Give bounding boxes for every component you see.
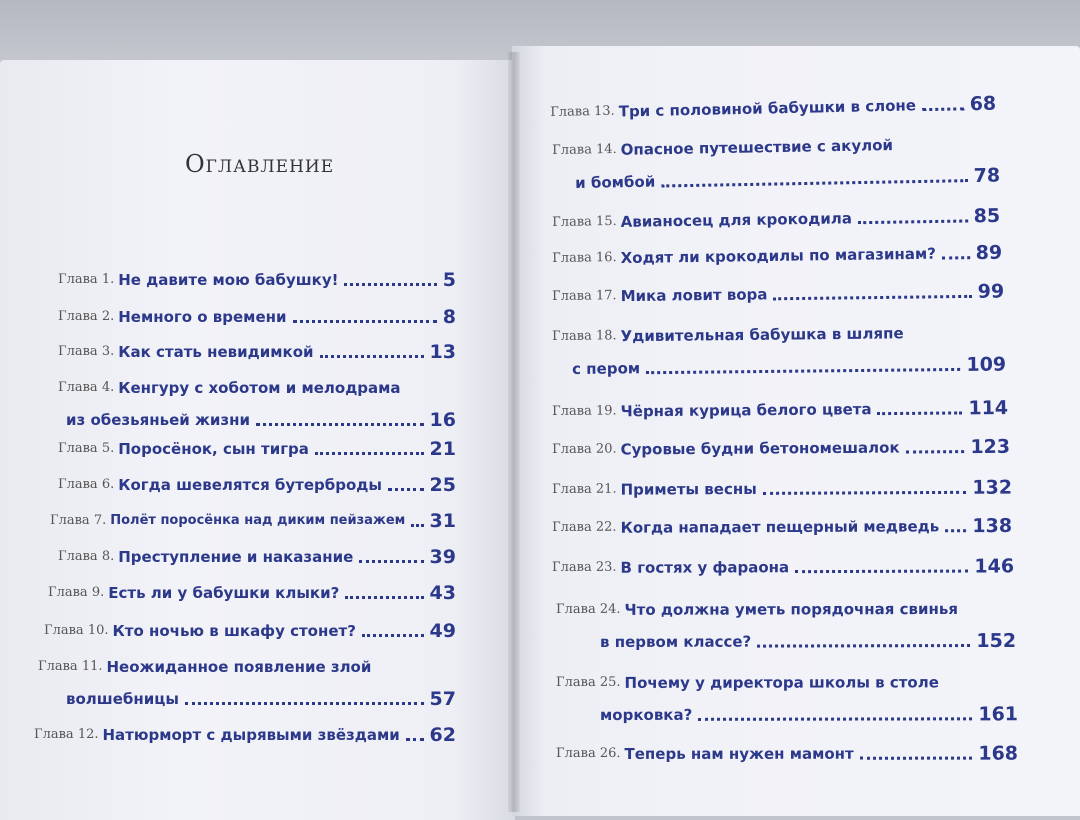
dot-leader: [359, 560, 423, 563]
page-number: 39: [429, 546, 456, 568]
toc-heading: Оглавление: [185, 150, 335, 178]
page-number: 146: [974, 555, 1015, 578]
chapter-label: Глава 13.: [550, 103, 615, 120]
dot-leader: [942, 256, 970, 259]
chapter-label: Глава 17.: [552, 288, 617, 304]
toc-entry-first-line: [552, 133, 893, 163]
page-number: 161: [978, 703, 1019, 726]
toc-entry[interactable]: [66, 408, 456, 432]
toc-entry[interactable]: [58, 305, 456, 329]
page-number: 152: [976, 629, 1017, 653]
chapter-title: Теперь нам нужен мамонт: [624, 744, 854, 763]
chapter-title-continued: и бомбой: [575, 172, 656, 192]
toc-entry[interactable]: [552, 554, 1014, 580]
dot-leader: [795, 570, 968, 574]
chapter-title: Удивительная бабушка в шляпе: [620, 324, 904, 346]
dot-leader: [661, 179, 967, 187]
chapter-title: Немного о времени: [118, 308, 287, 326]
chapter-title: Преступление и наказание: [118, 548, 354, 566]
chapter-title-continued: в первом классе?: [600, 632, 752, 651]
page-number: 25: [429, 474, 456, 496]
chapter-label: Глава 4.: [58, 380, 115, 395]
chapter-title: Поросёнок, сын тигра: [118, 440, 309, 458]
chapter-title: Кенгуру с хоботом и мелодрама: [118, 379, 401, 397]
page-number: 132: [972, 476, 1013, 499]
chapter-label: Глава 12.: [34, 727, 99, 742]
page-number: 138: [972, 514, 1013, 538]
toc-entry[interactable]: [550, 92, 996, 125]
toc-entry[interactable]: [556, 742, 1018, 766]
chapter-title: Опасное путешествие с акулой: [620, 136, 894, 159]
chapter-label: Глава 18.: [552, 328, 617, 344]
dot-leader: [185, 702, 424, 705]
page-number: 78: [973, 164, 1001, 188]
page-number: 43: [429, 582, 456, 604]
toc-entry[interactable]: [572, 352, 1006, 381]
chapter-title: Три с половиной бабушки в слоне: [618, 96, 917, 121]
toc-entry[interactable]: [58, 545, 456, 569]
toc-entry[interactable]: [50, 509, 456, 533]
chapter-title-continued: из обезьяньей жизни: [66, 411, 251, 429]
dot-leader: [774, 295, 972, 300]
chapter-label: Глава 9.: [48, 585, 105, 600]
chapter-label: Глава 25.: [556, 674, 621, 690]
dot-leader: [362, 634, 424, 637]
toc-entry[interactable]: [44, 619, 456, 643]
toc-entry[interactable]: [58, 268, 456, 292]
page-number: 168: [978, 742, 1019, 765]
dot-leader: [860, 757, 973, 760]
dot-leader: [293, 320, 437, 323]
chapter-title: Ходят ли крокодилы по магазинам?: [620, 244, 937, 268]
page-number: 49: [429, 620, 456, 642]
dot-leader: [256, 423, 424, 426]
chapter-label: Глава 11.: [38, 659, 103, 674]
toc-entry-first-line: [552, 321, 904, 349]
dot-leader: [878, 411, 963, 415]
chapter-label: Глава 22.: [552, 519, 617, 535]
chapter-title: Чёрная курица белого цвета: [620, 400, 872, 421]
dot-leader: [698, 717, 972, 720]
chapter-label: Глава 21.: [552, 481, 617, 497]
dot-leader: [757, 644, 970, 648]
page-number: 89: [975, 241, 1003, 265]
toc-entry[interactable]: [48, 581, 456, 605]
page-number: 8: [442, 306, 456, 328]
chapter-label: Глава 24.: [556, 601, 621, 617]
toc-entry[interactable]: [552, 476, 1012, 502]
chapter-label: Глава 3.: [58, 344, 115, 359]
page-number: 5: [442, 269, 456, 291]
toc-entry[interactable]: [58, 473, 456, 497]
dot-leader: [922, 107, 964, 111]
dot-leader: [320, 355, 424, 358]
chapter-label: Глава 2.: [58, 309, 115, 324]
chapter-title: Кто ночью в шкафу стонет?: [112, 622, 356, 640]
chapter-title: Не давите мою бабушку!: [118, 271, 339, 289]
toc-entry[interactable]: [58, 340, 456, 364]
toc-entry[interactable]: [552, 435, 1010, 462]
chapter-title: Натюрморт с дырявыми звёздами: [102, 726, 400, 744]
chapter-title-continued: морковка?: [600, 705, 693, 724]
page-number: 85: [973, 204, 1001, 228]
page-number: 114: [968, 397, 1009, 420]
toc-entry[interactable]: [552, 396, 1008, 424]
page-number: 62: [429, 724, 456, 746]
page-number: 21: [429, 438, 456, 460]
chapter-label: Глава 7.: [50, 513, 107, 528]
chapter-title: Почему у директора школы в столе: [624, 673, 939, 692]
chapter-title: Когда шевелятся бутерброды: [118, 476, 382, 494]
toc-entry[interactable]: [66, 687, 456, 711]
toc-entry[interactable]: [600, 702, 1018, 727]
page-number: 99: [977, 280, 1005, 303]
toc-entry[interactable]: [552, 514, 1012, 540]
toc-entry[interactable]: [600, 629, 1016, 654]
chapter-title: Что должна уметь порядочная свинья: [624, 599, 959, 619]
dot-leader: [344, 283, 436, 286]
chapter-label: Глава 20.: [552, 441, 617, 457]
toc-entry-first-line: [556, 597, 958, 622]
dot-leader: [315, 452, 424, 455]
page-number: 123: [970, 435, 1011, 459]
toc-entry[interactable]: [552, 204, 1000, 235]
page-number: 31: [429, 510, 456, 532]
page-number: 109: [966, 353, 1007, 376]
dot-leader: [646, 368, 960, 374]
page-number: 13: [429, 341, 456, 363]
toc-entry-first-line: [556, 670, 939, 695]
chapter-title: Суровые будни бетономешалок: [620, 438, 900, 459]
toc-entry[interactable]: [552, 241, 1002, 271]
dot-leader: [906, 450, 965, 453]
chapter-label: Глава 16.: [552, 250, 617, 266]
dot-leader: [411, 524, 423, 527]
chapter-title: Неожиданное появление злой: [106, 658, 372, 676]
dot-leader: [763, 491, 967, 495]
toc-entry[interactable]: [575, 164, 1000, 195]
chapter-label: Глава 1.: [58, 272, 115, 287]
dot-leader: [388, 488, 424, 491]
chapter-label: Глава 14.: [552, 141, 617, 158]
dot-leader: [406, 738, 424, 741]
toc-entry[interactable]: [552, 279, 1004, 309]
chapter-label: Глава 23.: [552, 559, 617, 575]
chapter-title: Авианосец для крокодила: [620, 209, 853, 231]
dot-leader: [945, 529, 966, 532]
page-number: 16: [429, 409, 456, 431]
chapter-title: Полёт поросёнка над диким пейзажем: [110, 513, 406, 528]
chapter-title: Есть ли у бабушки клыки?: [108, 584, 340, 602]
page-number: 57: [429, 688, 456, 710]
chapter-title: Когда нападает пещерный медведь: [620, 517, 940, 537]
chapter-title: Мика ловит вора: [620, 285, 768, 306]
chapter-label: Глава 26.: [556, 745, 621, 761]
chapter-label: Глава 19.: [552, 403, 617, 419]
toc-entry-first-line: [38, 655, 371, 679]
dot-leader: [858, 219, 968, 224]
chapter-title: В гостях у фараона: [620, 558, 790, 577]
chapter-title-continued: с пером: [572, 359, 641, 378]
page-number: 68: [969, 92, 997, 116]
chapter-title-continued: волшебницы: [66, 690, 179, 708]
toc-entry-first-line: [58, 376, 401, 400]
chapter-label: Глава 10.: [44, 623, 109, 638]
chapter-label: Глава 15.: [552, 213, 617, 230]
chapter-label: Глава 8.: [58, 549, 115, 564]
toc-entry[interactable]: [34, 723, 456, 747]
toc-entry[interactable]: [58, 437, 456, 461]
chapter-label: Глава 6.: [58, 477, 115, 492]
chapter-label: Глава 5.: [58, 441, 115, 456]
chapter-title: Как стать невидимкой: [118, 343, 314, 361]
dot-leader: [345, 596, 423, 599]
chapter-title: Приметы весны: [620, 479, 757, 499]
